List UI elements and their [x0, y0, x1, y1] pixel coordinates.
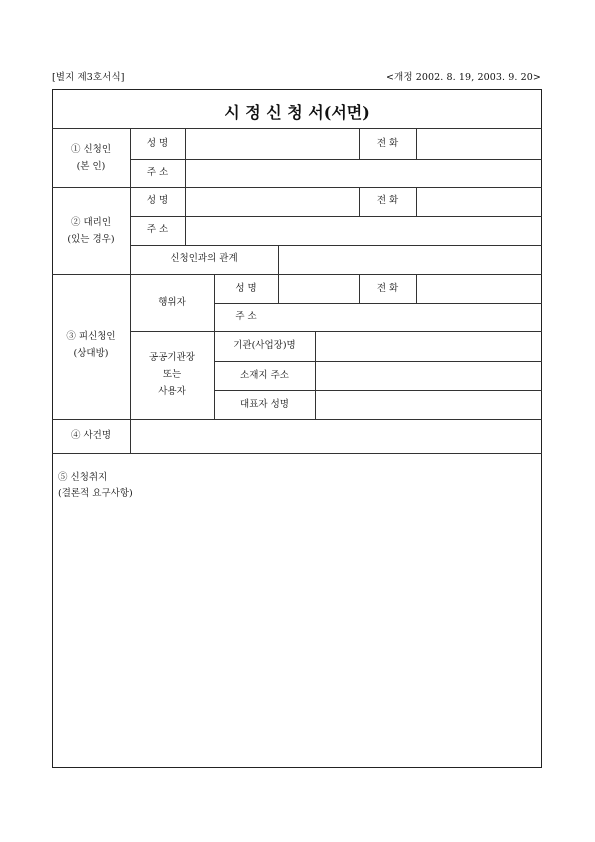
applicant-row-divider: [130, 159, 542, 160]
title-divider: [52, 128, 542, 129]
applicant-label: ① 신청인: [70, 144, 112, 155]
applicant-name-label: 성 명: [146, 138, 169, 149]
org-label-line3: 사용자: [158, 386, 186, 397]
agent-sublabel: (있는 경우): [67, 234, 115, 245]
form-title: 시 정 신 청 서(서면): [224, 103, 370, 122]
org-address-label: 소재지 주소: [240, 370, 289, 381]
respondent-label: ③ 피신청인: [66, 331, 116, 342]
org-label-line1: 공공기관장: [149, 352, 195, 363]
purpose-field[interactable]: [58, 506, 536, 762]
agent-address-label: 주 소: [146, 224, 169, 235]
case-label: ④ 사건명: [70, 430, 112, 441]
org-label-line2: 또는: [162, 369, 182, 380]
agent-label: ② 대리인: [70, 217, 112, 228]
form-number: [별지 제3호서식]: [52, 72, 125, 83]
applicant-address-label: 주 소: [146, 167, 169, 178]
applicant-sublabel: (본 인): [76, 161, 106, 172]
revision-note: <개정 2002. 8. 19, 2003. 9. 20>: [385, 72, 541, 83]
agent-phone-value-line: [416, 187, 417, 216]
applicant-phone-label: 전 화: [376, 138, 399, 149]
org-name-label: 기관(사업장)명: [233, 340, 296, 351]
actor-name-label: 성 명: [235, 283, 257, 294]
actor-label: 행위자: [158, 297, 186, 308]
respondent-sublabel: (상대방): [73, 348, 109, 359]
org-row-divider-1: [214, 361, 542, 362]
agent-relation-label: 신청인과의 관계: [170, 253, 238, 264]
purpose-label: ⑤ 신청취지: [58, 472, 108, 483]
agent-phone-label: 전 화: [376, 195, 399, 206]
org-rep-label: 대표자 성명: [240, 399, 289, 410]
relation-actor-line: [278, 245, 279, 303]
subfield-column-line: [185, 128, 186, 245]
org-row-divider-2: [214, 390, 542, 391]
actor-org-divider: [130, 331, 542, 332]
agent-row-divider-2: [130, 245, 542, 246]
applicant-section-divider: [52, 187, 542, 188]
actor-address-label: 주 소: [235, 311, 257, 322]
applicant-phone-value-line: [416, 128, 417, 159]
actor-phone-value-line: [416, 274, 417, 303]
actor-row-divider: [214, 303, 542, 304]
agent-section-divider: [52, 274, 542, 275]
actor-phone-label: 전 화: [376, 283, 399, 294]
purpose-sublabel: (결론적 요구사항): [58, 488, 133, 499]
org-field-line: [315, 331, 316, 419]
case-section-divider: [52, 453, 542, 454]
respondent-section-divider: [52, 419, 542, 420]
agent-row-divider-1: [130, 216, 542, 217]
agent-name-label: 성 명: [146, 195, 169, 206]
